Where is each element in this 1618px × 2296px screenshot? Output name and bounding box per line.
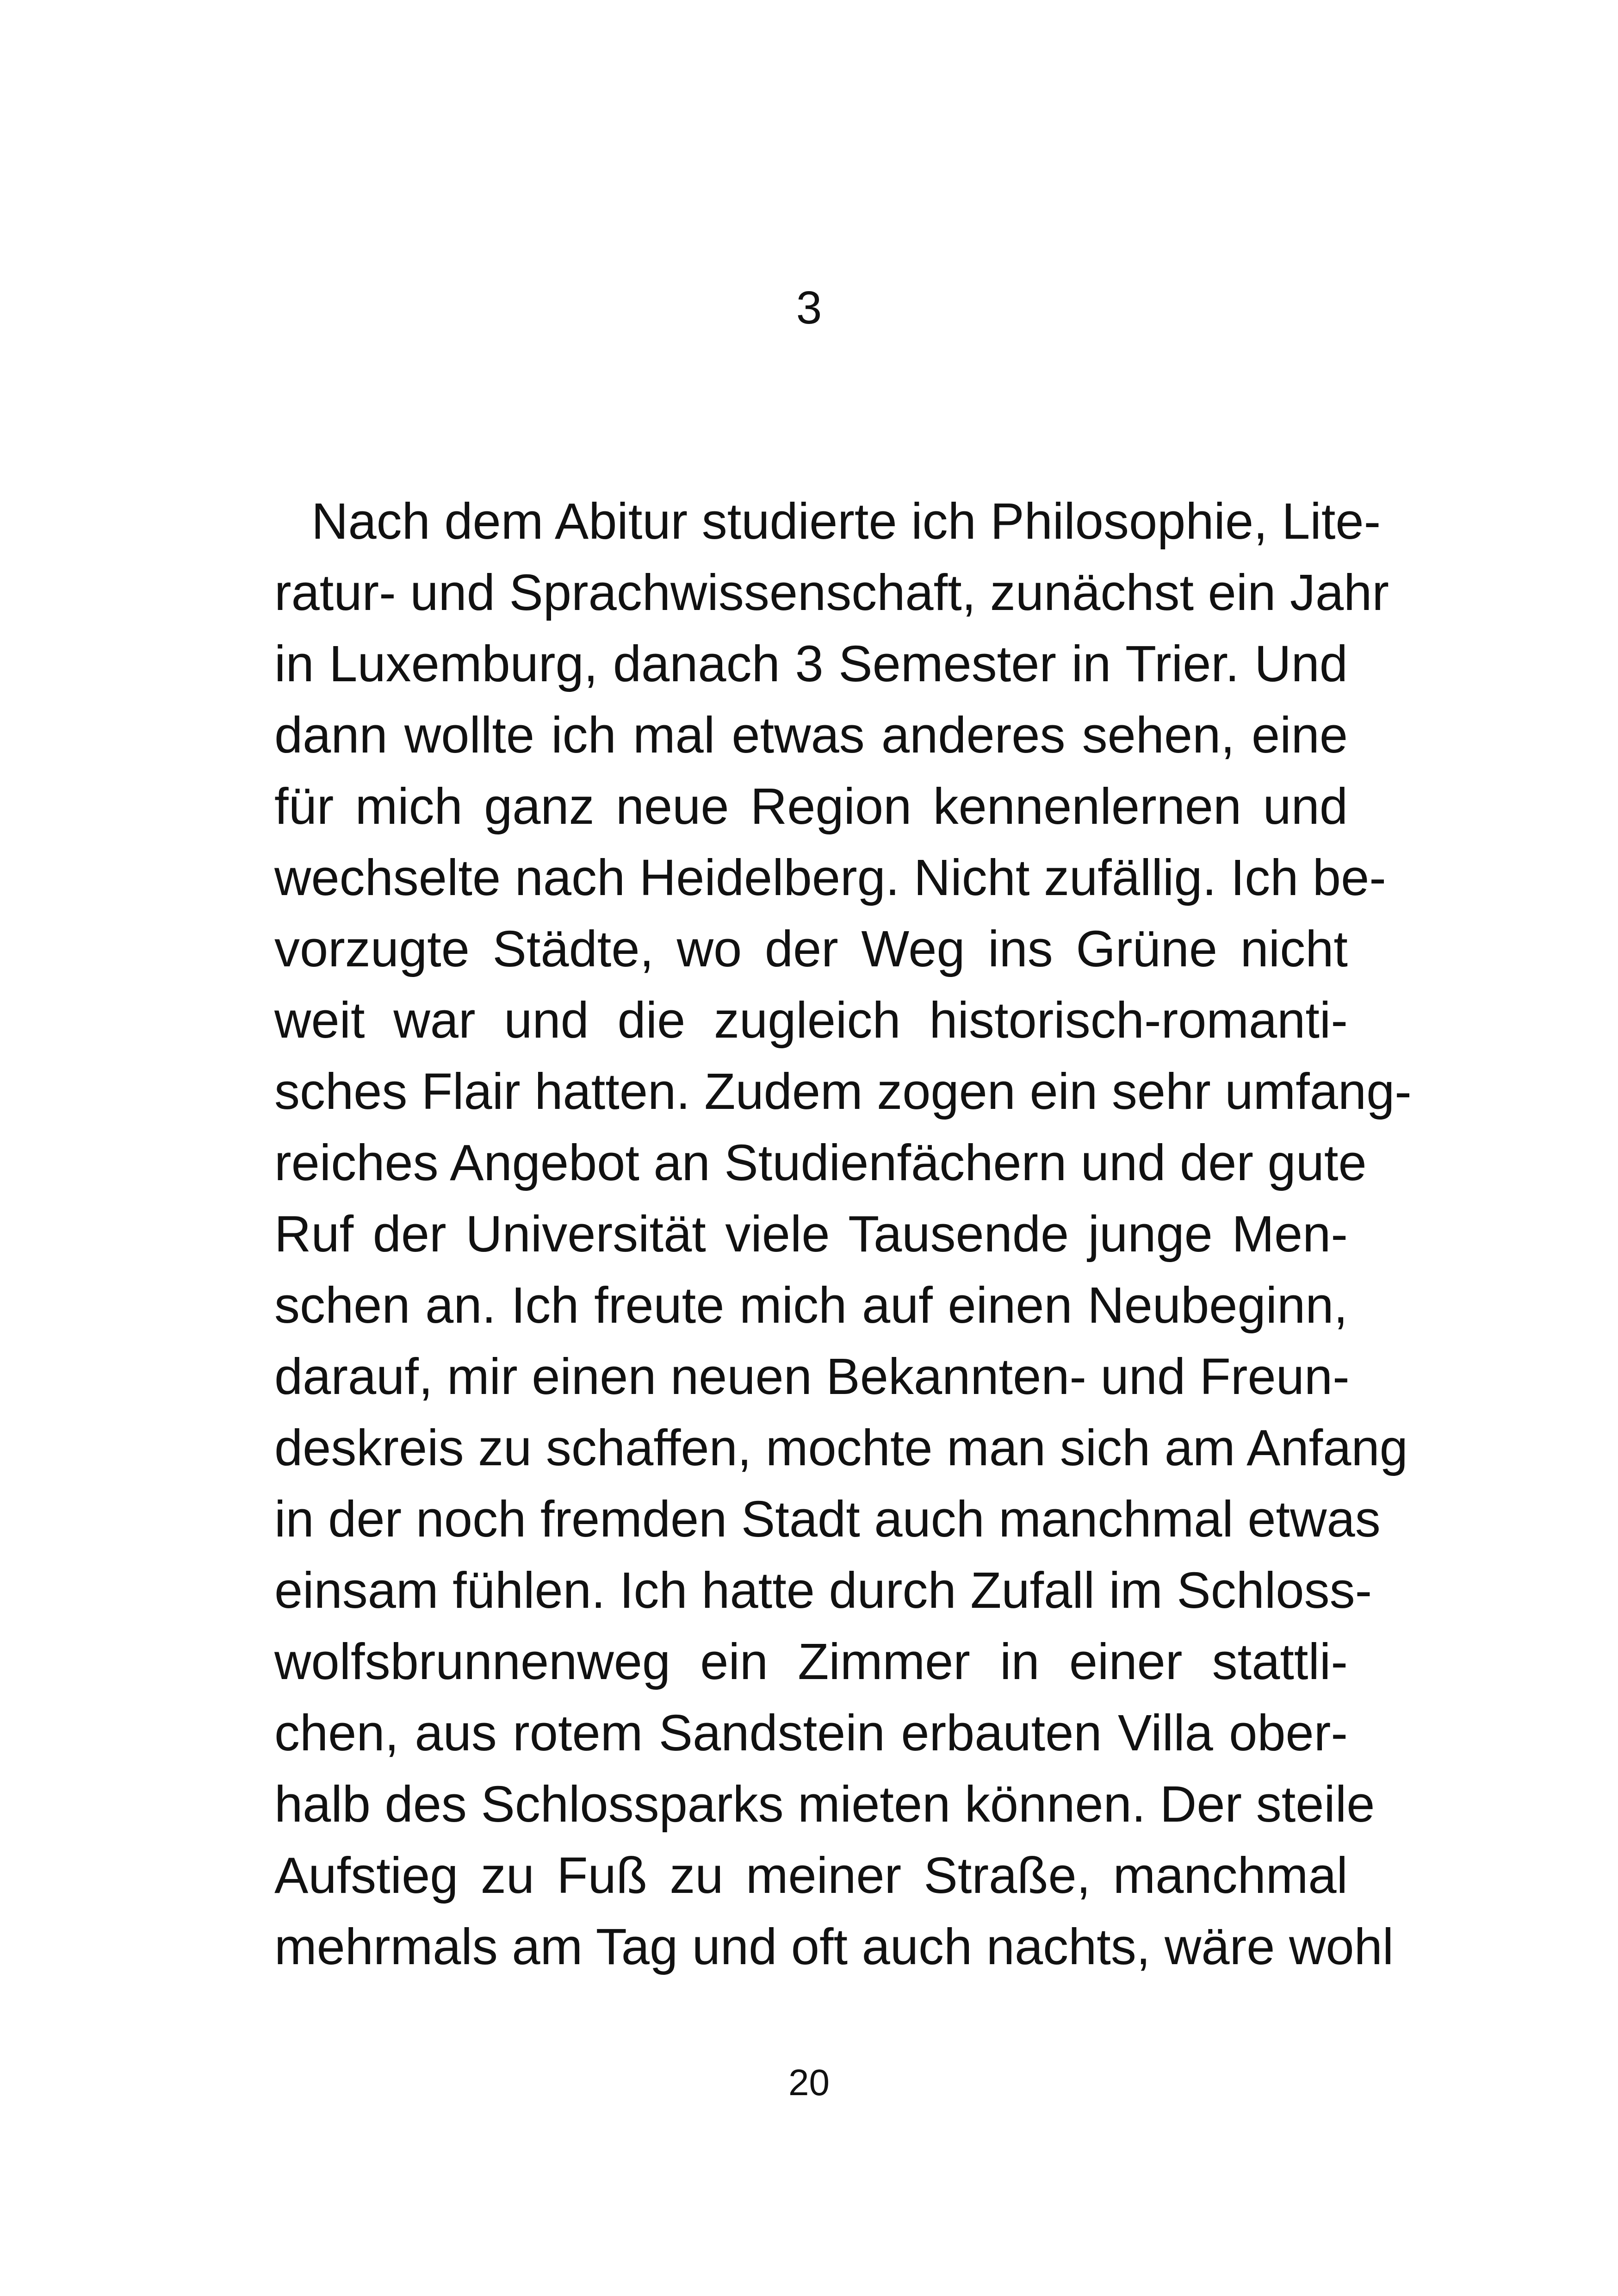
- text-line: deskreis zu schaffen, mochte man sich am Anfang: [274, 1419, 1408, 1476]
- text-line: vorzugte Städte, wo der Weg ins Grüne nicht: [274, 921, 1348, 977]
- text-line: sches Flair hatten. Zudem zogen ein sehr umfang-: [274, 1063, 1412, 1120]
- text-line: in der noch fremden Stadt auch manchmal etwas: [274, 1491, 1381, 1548]
- text-line: weit war und die zugleich historisch-romanti-: [274, 992, 1348, 1049]
- text-line: chen, aus rotem Sandstein erbauten Villa ober-: [274, 1705, 1348, 1761]
- text-line: wechselte nach Heidelberg. Nicht zufällig. Ich be-: [274, 849, 1386, 906]
- text-line: in Luxemburg, danach 3 Semester in Trier. Und: [274, 635, 1348, 692]
- text-line: halb des Schlossparks mieten können. Der steile: [274, 1776, 1375, 1833]
- text-line: wolfsbrunnenweg ein Zimmer in einer stattli-: [274, 1633, 1348, 1690]
- chapter-number: 3: [796, 282, 822, 334]
- text-line: dann wollte ich mal etwas anderes sehen, eine: [274, 707, 1348, 764]
- text-line: schen an. Ich freute mich auf einen Neubeginn,: [274, 1277, 1348, 1334]
- text-line: mehrmals am Tag und oft auch nachts, wäre wohl: [274, 1918, 1394, 1975]
- text-line: Nach dem Abitur studierte ich Philosophie, Lite-: [311, 493, 1381, 550]
- text-line: für mich ganz neue Region kennenlernen und: [274, 778, 1348, 835]
- text-line: einsam fühlen. Ich hatte durch Zufall im Schloss-: [274, 1562, 1372, 1619]
- text-line: darauf, mir einen neuen Bekannten- und Freun-: [274, 1348, 1350, 1405]
- body-paragraph: [274, 486, 1412, 1983]
- text-line: reiches Angebot an Studienfächern und der gute: [274, 1134, 1367, 1191]
- page-number: 20: [788, 2062, 830, 2103]
- text-line: ratur- und Sprachwissenschaft, zunächst ein Jahr: [274, 564, 1389, 621]
- text-line: Ruf der Universität viele Tausende junge Men-: [274, 1206, 1348, 1263]
- text-line: Aufstieg zu Fuß zu meiner Straße, manchmal: [274, 1847, 1348, 1904]
